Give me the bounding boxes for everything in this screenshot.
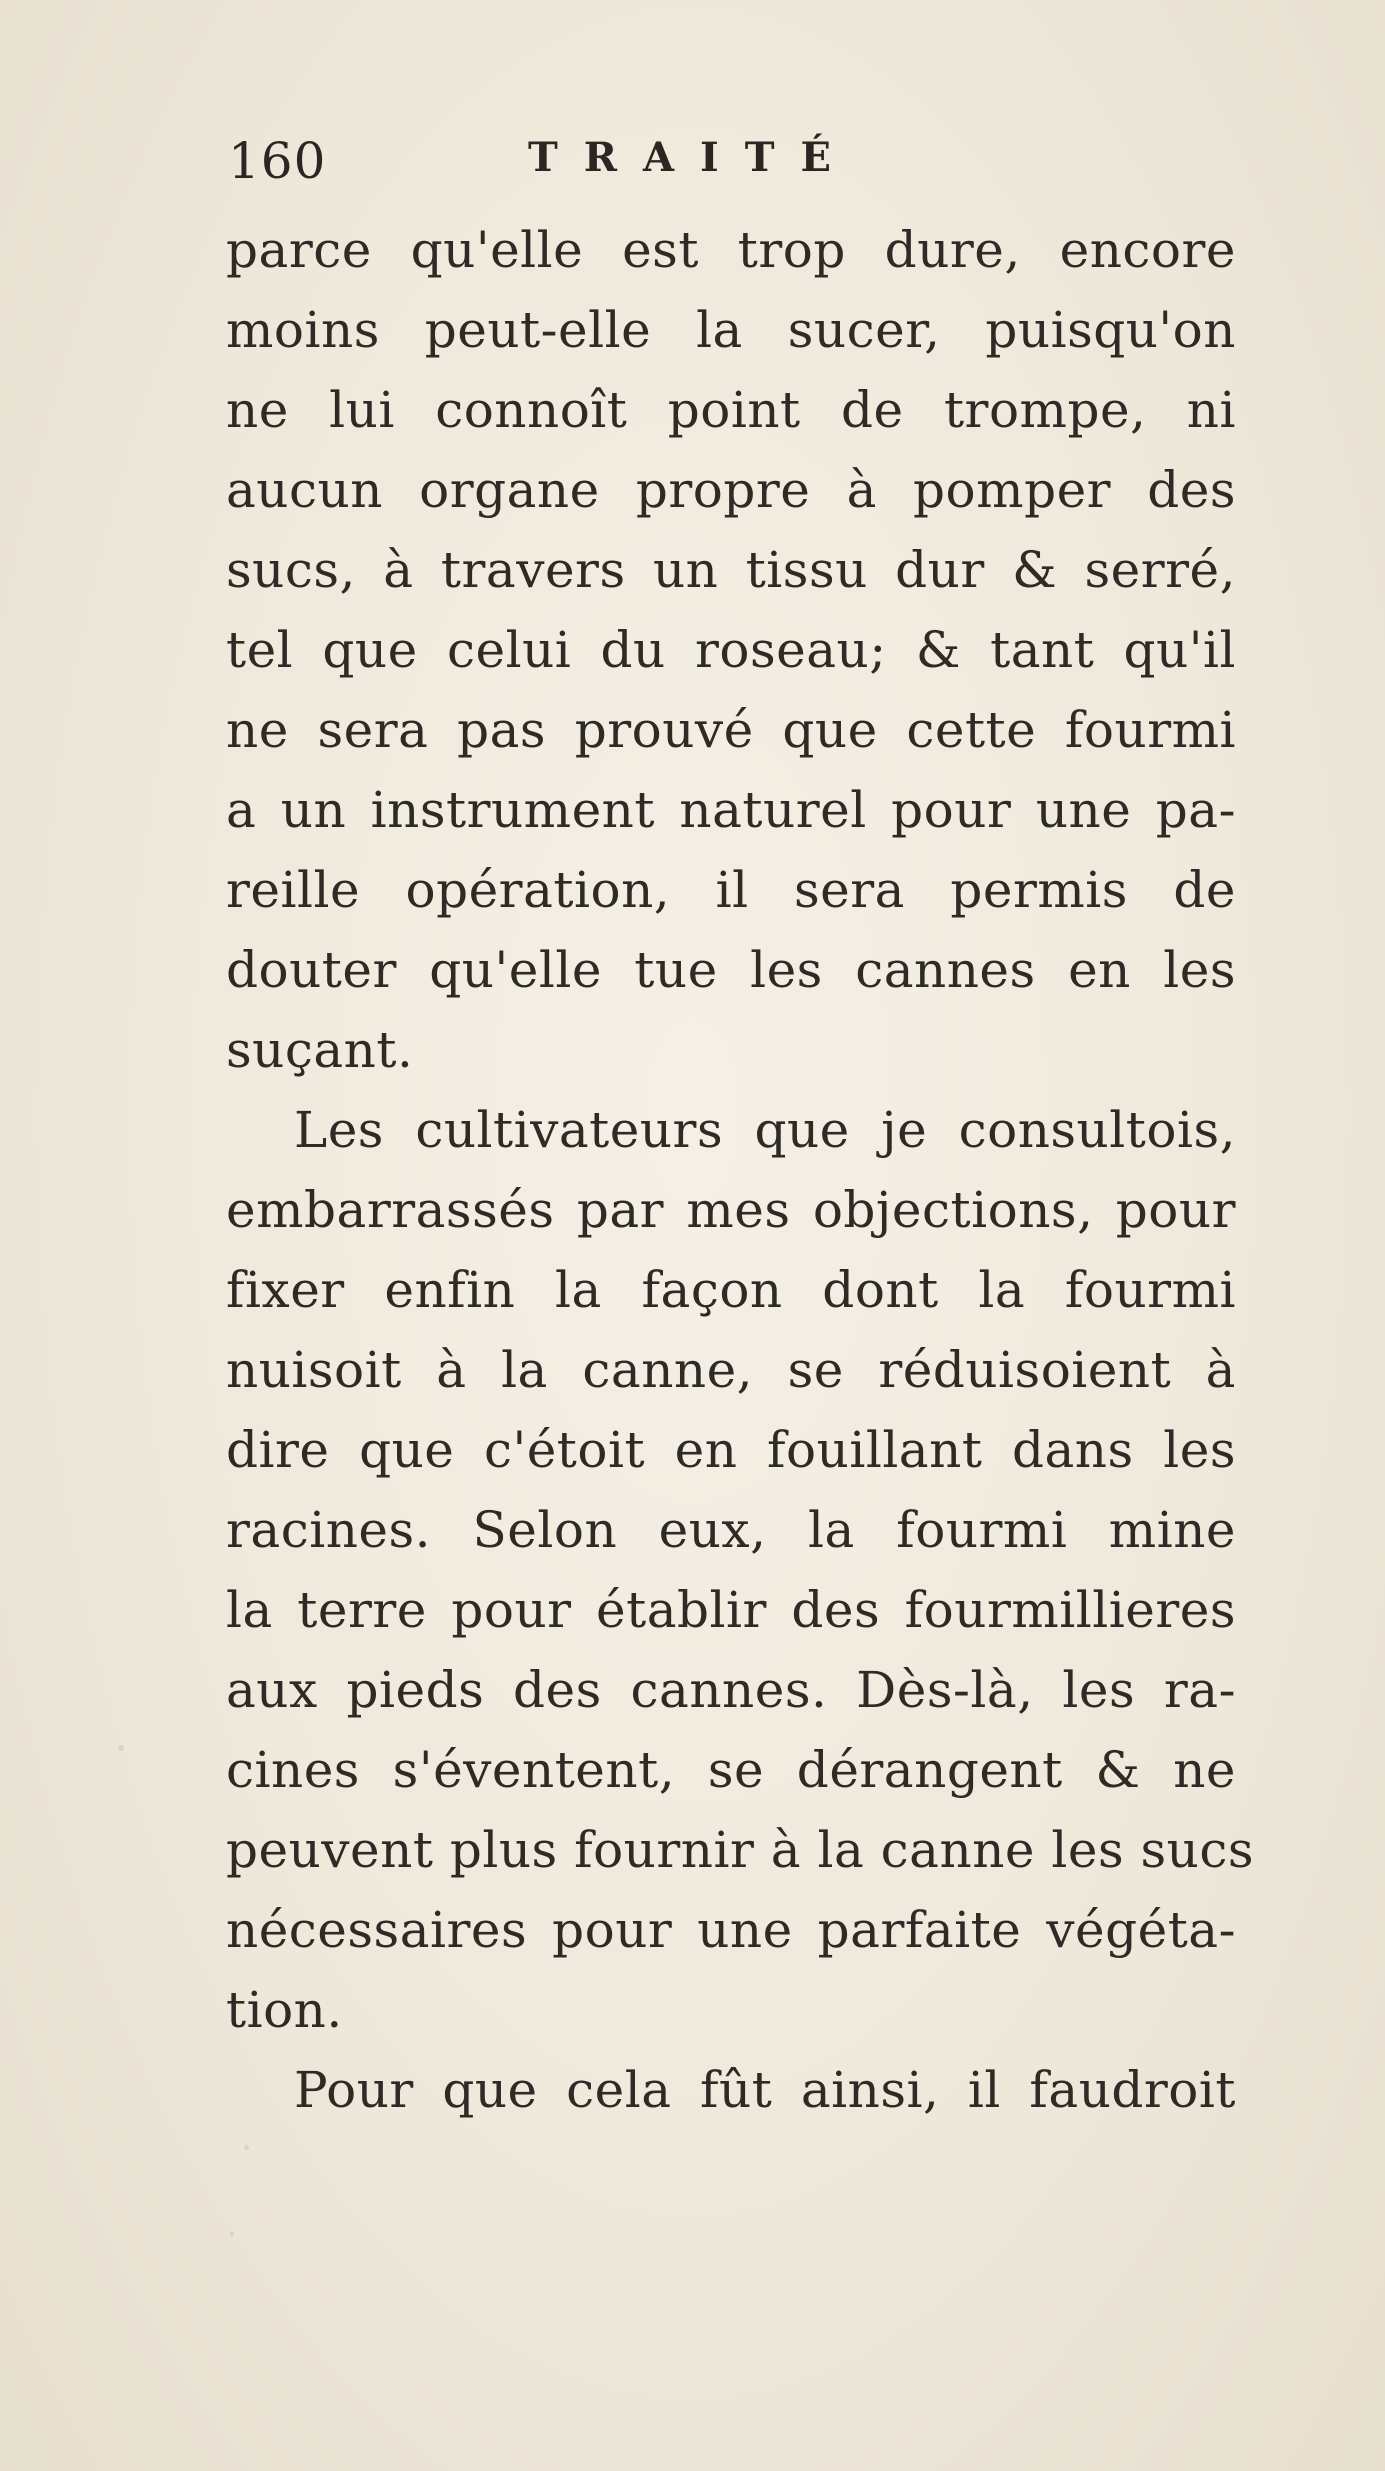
text-line: nuisoit à la canne, se réduisoient à xyxy=(226,1341,1236,1399)
text-line: douter qu'elle tue les cannes en les xyxy=(226,941,1236,999)
text-line: nécessaires pour une parfaite végéta- xyxy=(226,1901,1236,1959)
running-head: TRAITÉ xyxy=(528,134,858,181)
text-line: la terre pour établir des fourmillieres xyxy=(226,1581,1236,1639)
text-line: dire que c'étoit en fouillant dans les xyxy=(226,1421,1236,1479)
text-line: tion. xyxy=(226,1981,343,2039)
page-number: 160 xyxy=(228,132,327,190)
text-line: peuvent plus fournir à la canne les sucs xyxy=(226,1821,1255,1879)
text-line: fixer enfin la façon dont la fourmi xyxy=(226,1261,1236,1319)
text-line: suçant. xyxy=(226,1021,414,1079)
text-line: aucun organe propre à pomper des xyxy=(226,461,1236,519)
text-line: a un instrument naturel pour une pa- xyxy=(226,781,1236,839)
text-line: racines. Selon eux, la fourmi mine xyxy=(226,1501,1236,1559)
text-line: tel que celui du roseau; & tant qu'il xyxy=(226,621,1236,679)
text-line: Pour que cela fût ainsi, il faudroit xyxy=(294,2061,1236,2119)
text-line: Les cultivateurs que je consultois, xyxy=(294,1101,1236,1159)
text-line: parce qu'elle est trop dure, encore xyxy=(226,221,1236,279)
page-header xyxy=(228,122,988,202)
text-line: reille opération, il sera permis de xyxy=(226,861,1236,919)
paper-stain xyxy=(118,1745,124,1751)
text-line: moins peut-elle la sucer, puisqu'on xyxy=(226,301,1236,359)
text-line: embarrassés par mes objections, pour xyxy=(226,1181,1236,1239)
paper-stain xyxy=(230,2232,234,2236)
text-line: ne sera pas prouvé que cette fourmi xyxy=(226,701,1236,759)
paper-stain xyxy=(244,2145,249,2150)
text-line: ne lui connoît point de trompe, ni xyxy=(226,381,1236,439)
text-line: cines s'éventent, se dérangent & ne xyxy=(226,1741,1236,1799)
text-line: aux pieds des cannes. Dès-là, les ra- xyxy=(226,1661,1236,1719)
text-line: sucs, à travers un tissu dur & serré, xyxy=(226,541,1236,599)
